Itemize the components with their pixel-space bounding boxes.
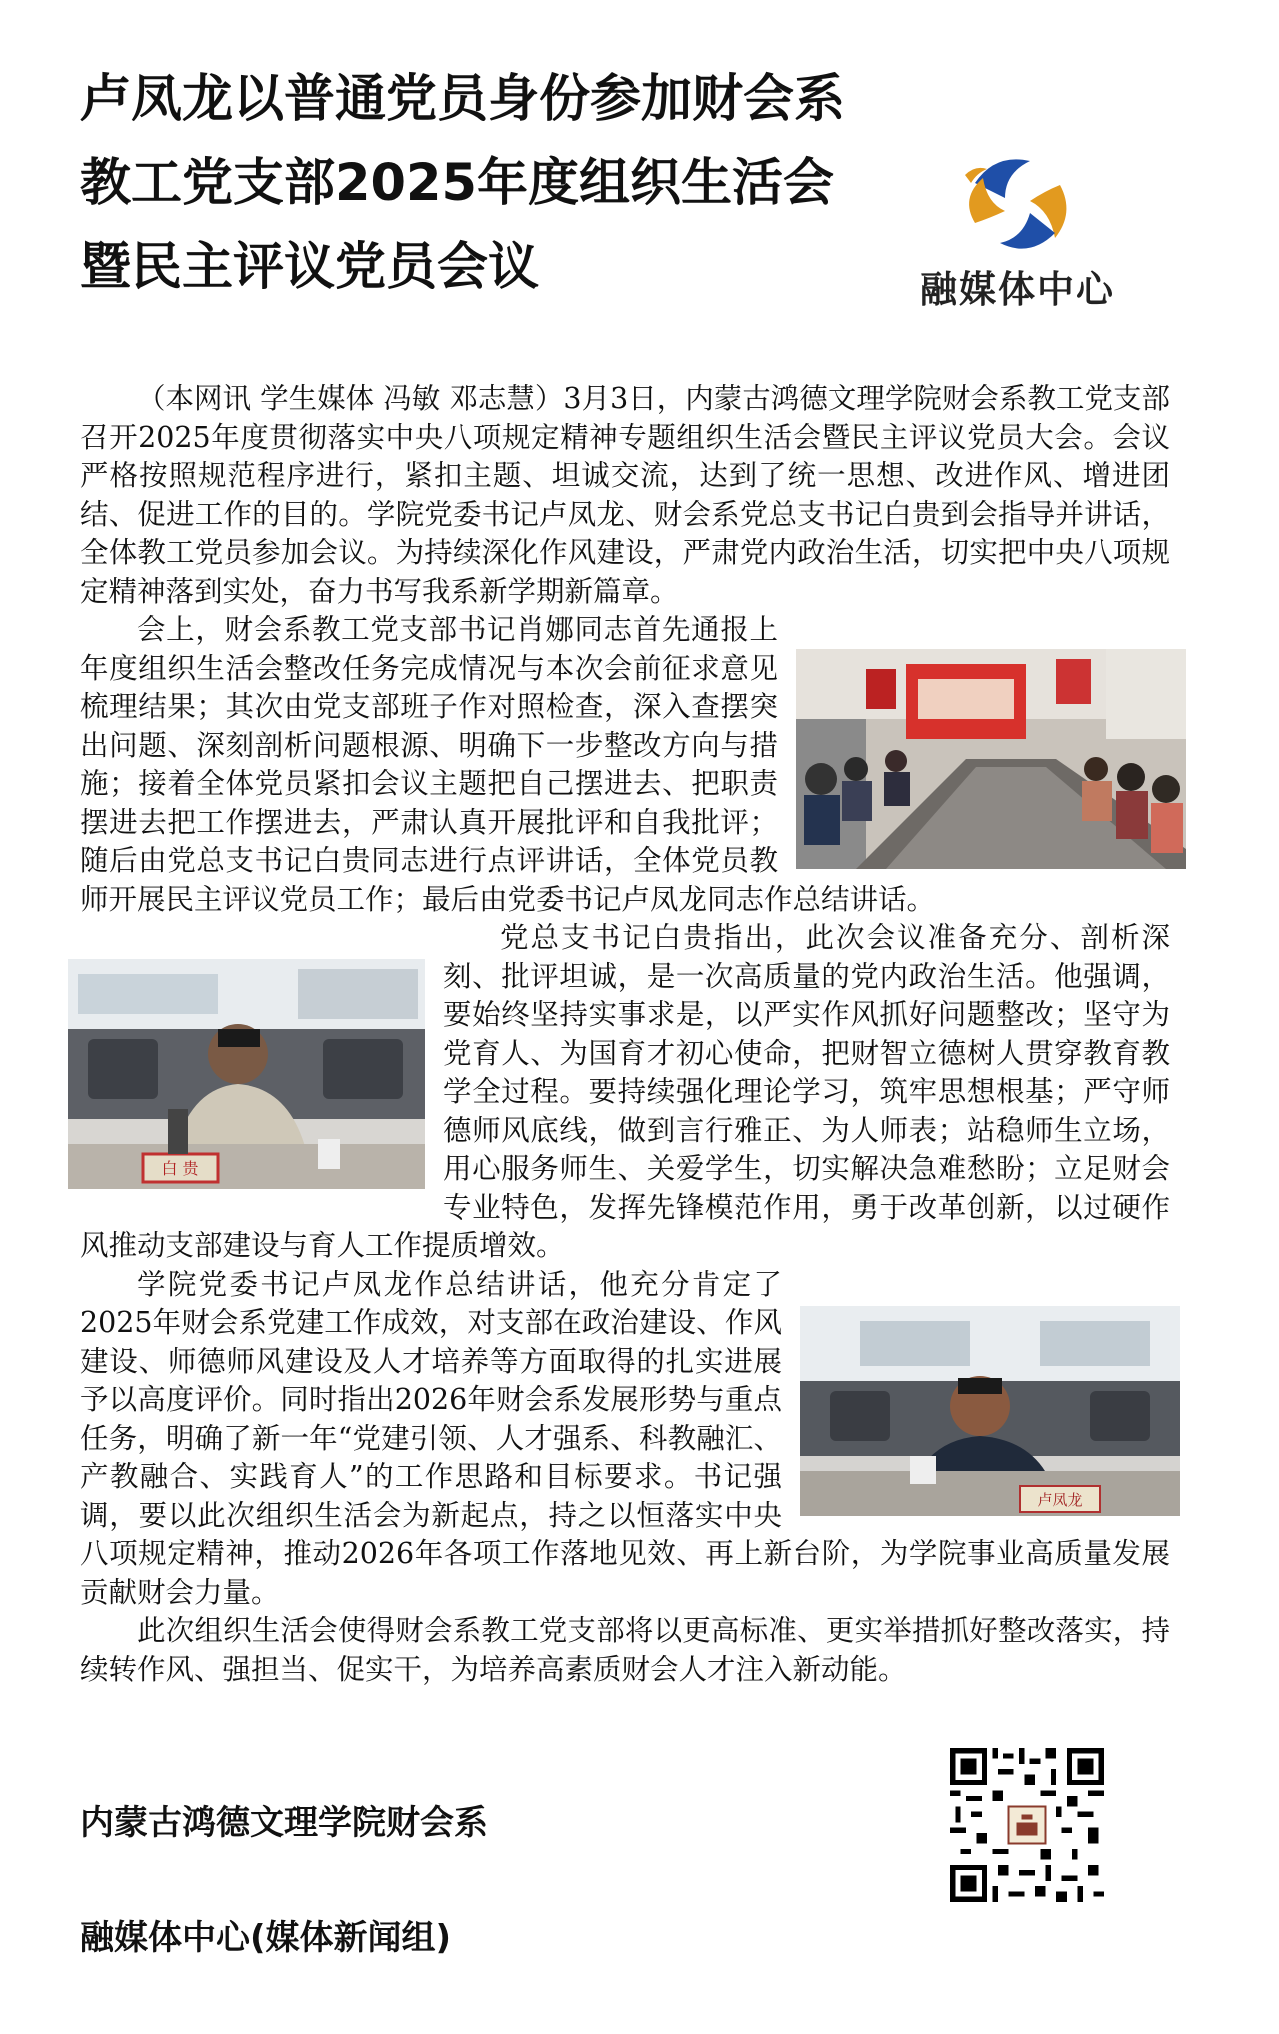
media-center-logo	[905, 143, 1130, 333]
qr-code-icon[interactable]	[950, 1748, 1104, 1902]
article-title: 卢凤龙以普通党员身份参加财会系教工党支部2025年度组织生活会暨民主评议党员会议	[80, 70, 846, 297]
paragraph-3: 党总支书记白贵指出，此次会议准备充分、剖析深刻、批评坦诚，是一次高质量的党内政治生活。他强调，要始终坚持实事求是，以严实作风抓好问题整改；坚守为党育人、为国育才初心使命，把财智立德树人贯穿教育教学全过程。要持续强化理论学习，筑牢思想根基；严守师德师风底线，做到言行雅正、为人师表；站稳师生立场，用心服务师生、关爱学生，切实解决急难愁盼；立足财会专业特色，发挥先锋模范作用，勇于改革创新，以过硬作风推动支部建设与育人工作提质增效。	[80, 921, 1170, 1262]
paragraph-2: 会上，财会系教工党支部书记肖娜同志首先通报上年度组织生活会整改任务完成情况与本次会前征求意见梳理结果；其次由党支部班子作对照检查，深入查摆突出问题、深刻剖析问题根源、明确下一步整改方向与措施；接着全体党员紧扣会议主题把自己摆进去、把职责摆进去把工作摆进去，严肃认真开展批评和自我批评；随后由党总支书记白贵同志进行点评讲话，全体党员教师开展民主评议党员工作；最后由党委书记卢凤龙同志作总结讲话。	[80, 613, 936, 916]
logo-text: 融媒体中心	[920, 267, 1115, 311]
paragraph-5: 此次组织生活会使得财会系教工党支部将以更高标准、更实举措抓好整改落实，持续转作风、强担当、促实干，为培养高素质财会人才注入新动能。	[80, 1614, 1170, 1686]
footer-department: 融媒体中心(媒体新闻组)	[80, 1918, 452, 1958]
footer-organization: 内蒙古鸿德文理学院财会系	[80, 1803, 488, 1843]
paragraph-1: （本网讯 学生媒体 冯敏 邓志慧）3月3日，内蒙古鸿德文理学院财会系教工党支部召开2025年度贯彻落实中央八项规定精神专题组织生活会暨民主评议党员大会。会议严格按照规范程序进行，紧扣主题、坦诚交流，达到了统一思想、改进作风、增进团结、促进工作的目的。学院党委书记卢凤龙、财会系党总支书记白贵到会指导并讲话，全体教工党员参加会议。为持续深化作风建设，严肃党内政治生活，切实把中央八项规定精神落到实处，奋力书写我系新学期新篇章。	[80, 382, 1170, 608]
nameplate-lu-fenglong: 卢凤龙	[1037, 1490, 1083, 1509]
paragraph-4: 学院党委书记卢凤龙作总结讲话，他充分肯定了2025年财会系党建工作成效，对支部在政治建设、作风建设、师德师风建设及人才培养等方面取得的扎实进展予以高度评价。同时指出2026年财会系发展形势与重点任务，明确了新一年“党建引领、人才强系、科教融汇、产教融合、实践育人”的工作思路和目标要求。书记强调，要以此次组织生活会为新起点，持之以恒落实中央八项规定精神，推动2026年各项工作落地见效、再上新台阶，为学院事业高质量发展贡献财会力量。	[80, 1267, 1170, 1609]
lu-fenglong-photo	[800, 1306, 1180, 1516]
article-body	[80, 380, 1170, 1689]
bai-gui-photo	[68, 959, 425, 1189]
nameplate-bai-gui: 白 贵	[161, 1159, 199, 1178]
swirl-logo-icon	[905, 143, 1130, 263]
meeting-room-photo	[796, 649, 1186, 869]
